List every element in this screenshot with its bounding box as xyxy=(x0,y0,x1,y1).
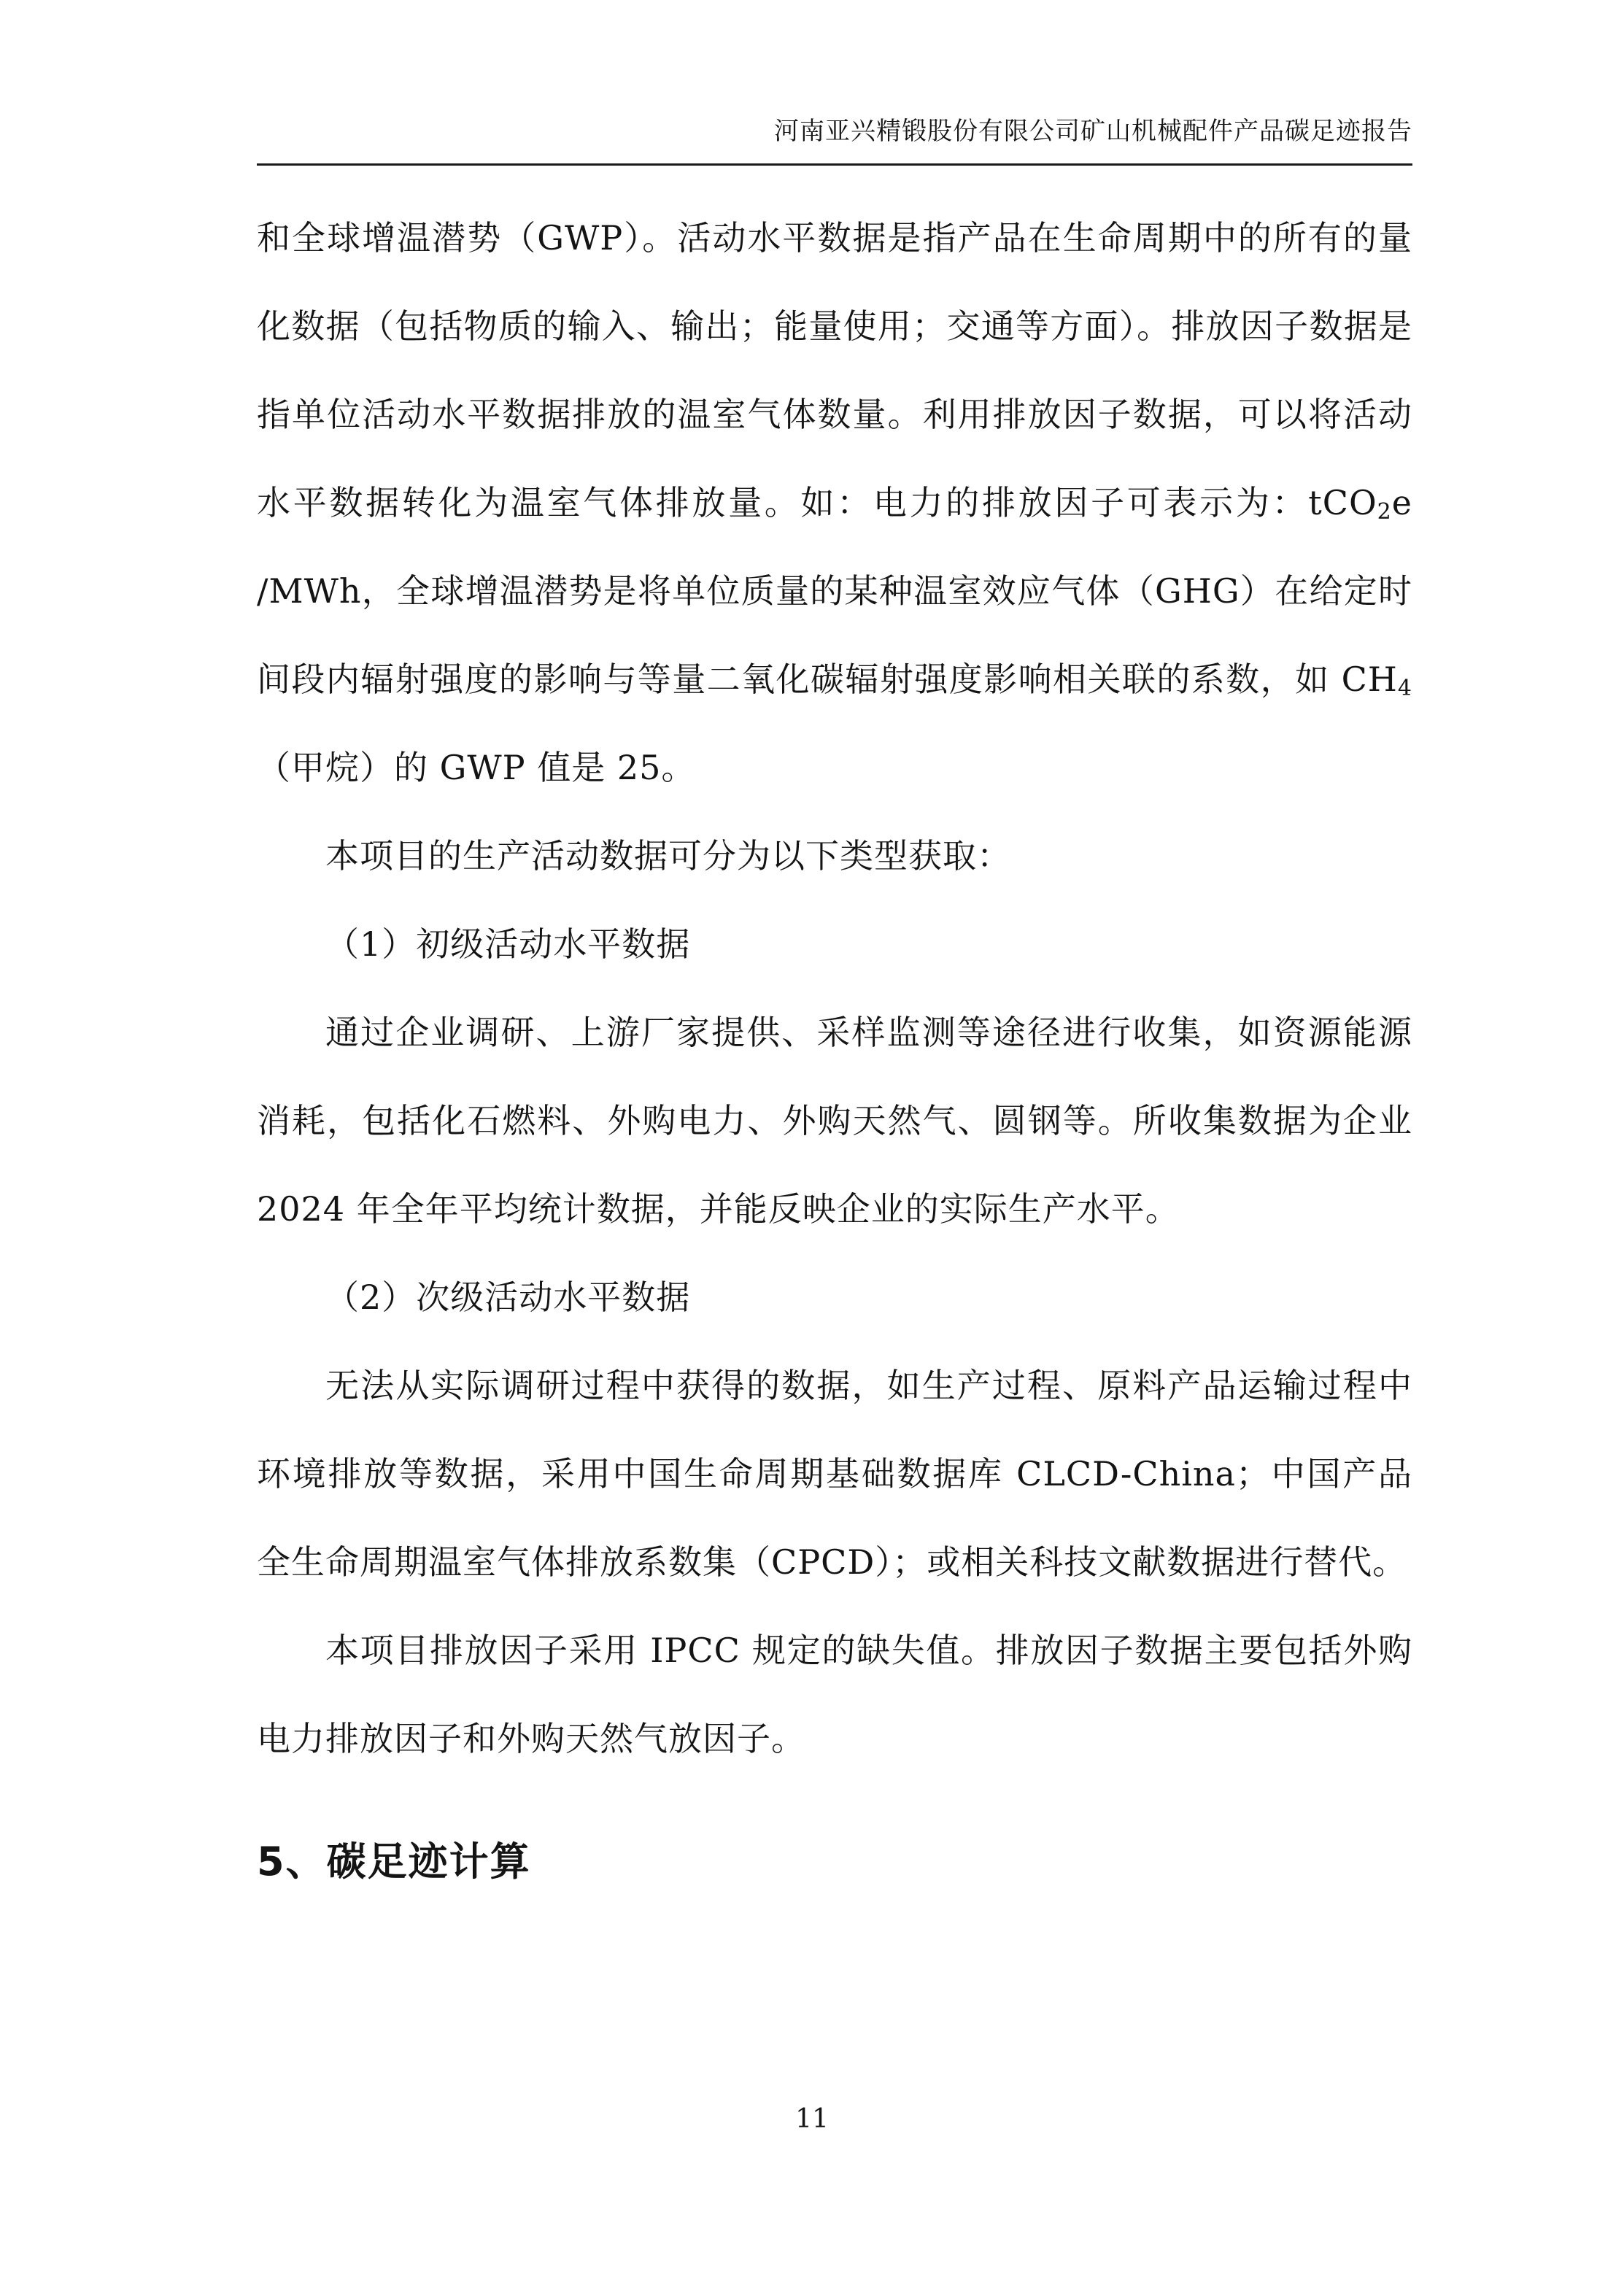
paragraph-primary-data: 通过企业调研、上游厂家提供、采样监测等途径进行收集，如资源能源消耗，包括化石燃料、外购电力、外购天然气、圆钢等。所收集数据为企业 2024 年全年平均统计数据，并能反映企业的实际生产水平。 xyxy=(257,1013,1412,1229)
paragraph-gwp-definition xyxy=(257,194,1412,812)
paragraph-emission-factors: 本项目排放因子采用 IPCC 规定的缺失值。排放因子数据主要包括外购电力排放因子和外购天然气放因子。 xyxy=(257,1631,1412,1758)
subheading-secondary-data: （2）次级活动水平数据 xyxy=(325,1278,691,1317)
subscript-ch4: 4 xyxy=(1397,676,1412,701)
header-title: 河南亚兴精锻股份有限公司矿山机械配件产品碳足迹报告 xyxy=(774,117,1412,146)
paragraph-text: （甲烷）的 GWP 值是 25。 xyxy=(257,748,696,787)
running-header xyxy=(257,109,1412,166)
paragraph-secondary-data: 无法从实际调研过程中获得的数据，如生产过程、原料产品运输过程中环境排放等数据，采用中国生命周期基础数据库 CLCD-China；中国产品全生命周期温室气体排放系数集（CPCD）；或相关科技文献数据进行替代。 xyxy=(257,1366,1412,1582)
paragraph-text: 和全球增温潜势（GWP）。活动水平数据是指产品在生命周期中的所有的量化数据（包括物质的输入、输出；能量使用；交通等方面）。排放因子数据是指单位活动水平数据排放的温室气体数量。利用排放因子数据，可以将活动水平数据转化为温室气体排放量。如：电力的排放因子可表示为：tCO xyxy=(257,218,1412,522)
document-body xyxy=(257,194,1412,1898)
paragraph-data-types: 本项目的生产活动数据可分为以下类型获取： xyxy=(325,836,1011,876)
subscript-co2: 2 xyxy=(1377,499,1392,525)
section-heading: 5、碳足迹计算 xyxy=(257,1839,531,1885)
subheading-primary-data: （1）初级活动水平数据 xyxy=(325,924,691,964)
paragraph-text: e /MWh，全球增温潜势是将单位质量的某种温室效应气体（GHG）在给定时间段内辐射强度的影响与等量二氧化碳辐射强度影响相关联的系数，如 CH xyxy=(257,483,1412,699)
page-number: 11 xyxy=(795,2104,829,2134)
